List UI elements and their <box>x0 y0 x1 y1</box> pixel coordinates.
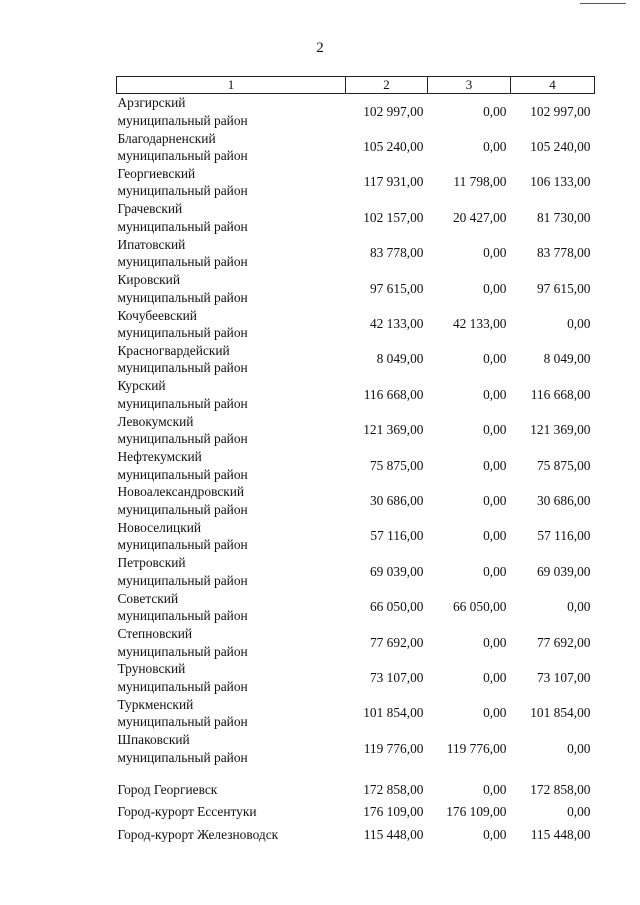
value-col2: 115 448,00 <box>363 826 424 842</box>
value-col2: 75 875,00 <box>369 457 424 473</box>
value-col2: 116 668,00 <box>363 386 424 402</box>
value-col4: 81 730,00 <box>536 209 591 225</box>
value-col2: 83 778,00 <box>369 245 424 261</box>
district-name-cell <box>117 200 346 235</box>
district-name-cell <box>117 519 346 554</box>
value-col2: 57 116,00 <box>370 528 424 544</box>
district-name-cell <box>117 342 346 377</box>
table-row <box>117 823 595 846</box>
value-col4: 116 668,00 <box>530 386 591 402</box>
district-name: Степновский <box>117 626 193 642</box>
spacer-row <box>117 766 595 778</box>
value-col4: 75 875,00 <box>536 457 591 473</box>
distribution-table <box>116 76 595 846</box>
value-col3: 0,00 <box>483 457 507 473</box>
district-type: муниципальный район <box>117 218 248 234</box>
value-col2: 97 615,00 <box>369 280 424 296</box>
district-name-cell <box>117 731 346 766</box>
district-name-cell <box>117 589 346 624</box>
value-col3: 0,00 <box>483 492 507 508</box>
table-row <box>117 271 595 306</box>
value-col2: 176 109,00 <box>363 804 424 820</box>
table-row <box>117 342 595 377</box>
value-col4: 172 858,00 <box>530 781 591 797</box>
district-type: муниципальный район <box>117 360 248 376</box>
district-name: Ипатовский <box>117 236 186 252</box>
value-col3: 0,00 <box>483 139 507 155</box>
district-name: Новоселицкий <box>117 519 202 535</box>
value-col4: 115 448,00 <box>530 826 591 842</box>
value-col3: 0,00 <box>483 781 507 797</box>
table-body <box>117 94 595 846</box>
district-name-cell <box>117 625 346 660</box>
city-name: Город-курорт Железноводск <box>117 826 279 842</box>
value-col3: 0,00 <box>483 669 507 685</box>
table-row <box>117 731 595 766</box>
value-col3: 0,00 <box>483 245 507 261</box>
value-col2: 69 039,00 <box>369 563 424 579</box>
value-col3: 11 798,00 <box>453 174 507 190</box>
table-row <box>117 696 595 731</box>
spacer-cell <box>117 766 595 778</box>
value-col2: 102 997,00 <box>363 103 424 119</box>
value-col2: 66 050,00 <box>369 599 424 615</box>
district-name-cell <box>117 94 346 130</box>
district-name: Труновский <box>117 661 186 677</box>
value-col4: 77 692,00 <box>536 634 591 650</box>
district-name: Красногвардейский <box>117 342 230 358</box>
value-col2: 8 049,00 <box>376 351 424 367</box>
table-row <box>117 554 595 589</box>
table-row <box>117 200 595 235</box>
district-name-cell <box>117 271 346 306</box>
district-name: Благодарненский <box>117 130 216 146</box>
header-row <box>117 77 595 94</box>
district-name-cell <box>117 306 346 341</box>
district-type: муниципальный район <box>117 678 248 694</box>
district-name-cell <box>117 554 346 589</box>
value-col3: 0,00 <box>483 280 507 296</box>
value-col4: 69 039,00 <box>536 563 591 579</box>
district-type: муниципальный район <box>117 643 248 659</box>
column-header-2: 2 <box>346 77 428 94</box>
value-col2: 119 776,00 <box>363 740 424 756</box>
table-row <box>117 589 595 624</box>
value-col4: 73 107,00 <box>536 669 591 685</box>
district-name: Петровский <box>117 555 186 571</box>
district-type: муниципальный район <box>117 608 248 624</box>
district-name: Грачевский <box>117 201 183 217</box>
district-type: муниципальный район <box>117 501 248 517</box>
district-name: Шпаковский <box>117 732 190 748</box>
district-name-cell <box>117 377 346 412</box>
value-col2: 117 931,00 <box>363 174 424 190</box>
table-row <box>117 801 595 824</box>
table-row <box>117 413 595 448</box>
district-type: муниципальный район <box>117 289 248 305</box>
city-name: Город Георгиевск <box>117 781 218 797</box>
value-col2: 30 686,00 <box>369 492 424 508</box>
value-col3: 176 109,00 <box>446 804 507 820</box>
district-type: муниципальный район <box>117 537 248 553</box>
value-col4: 106 133,00 <box>530 174 591 190</box>
district-type: муниципальный район <box>117 395 248 411</box>
table-row <box>117 519 595 554</box>
value-col4: 121 369,00 <box>530 422 591 438</box>
table-row <box>117 306 595 341</box>
value-col2: 105 240,00 <box>363 139 424 155</box>
table-row <box>117 625 595 660</box>
value-col4: 0,00 <box>567 599 591 615</box>
value-col3: 0,00 <box>483 563 507 579</box>
value-col4: 0,00 <box>567 740 591 756</box>
district-type: муниципальный район <box>117 183 248 199</box>
table-row <box>117 448 595 483</box>
column-header-3: 3 <box>428 77 511 94</box>
value-col4: 8 049,00 <box>543 351 591 367</box>
district-name: Нефтекумский <box>117 449 202 465</box>
value-col4: 0,00 <box>567 316 591 332</box>
table-row <box>117 778 595 801</box>
district-type: муниципальный район <box>117 431 248 447</box>
page-number: 2 <box>316 40 324 56</box>
district-name-cell <box>117 660 346 695</box>
district-name-cell <box>117 129 346 164</box>
city-name: Город-курорт Ессентуки <box>117 804 257 820</box>
table-row <box>117 236 595 271</box>
value-col2: 121 369,00 <box>363 422 424 438</box>
value-col4: 97 615,00 <box>536 280 591 296</box>
district-name-cell <box>117 696 346 731</box>
value-col3: 0,00 <box>483 422 507 438</box>
table-row <box>117 94 595 130</box>
table-row <box>117 165 595 200</box>
district-name-cell <box>117 413 346 448</box>
value-col3: 0,00 <box>483 826 507 842</box>
district-name: Кировский <box>117 272 181 288</box>
district-type: муниципальный район <box>117 749 248 765</box>
value-col2: 42 133,00 <box>369 316 424 332</box>
district-name: Арзгирский <box>117 95 186 111</box>
column-header-1: 1 <box>117 77 346 94</box>
table-row <box>117 483 595 518</box>
value-col3: 42 133,00 <box>452 316 507 332</box>
value-col3: 0,00 <box>483 386 507 402</box>
value-col3: 0,00 <box>483 634 507 650</box>
value-col4: 83 778,00 <box>536 245 591 261</box>
table-row <box>117 660 595 695</box>
district-type: муниципальный район <box>117 148 248 164</box>
district-type: муниципальный район <box>117 112 248 128</box>
value-col4: 105 240,00 <box>530 139 591 155</box>
district-name: Георгиевский <box>117 165 196 181</box>
district-type: муниципальный район <box>117 466 248 482</box>
district-name: Советский <box>117 590 179 606</box>
table-row <box>117 377 595 412</box>
district-name-cell <box>117 236 346 271</box>
value-col2: 77 692,00 <box>369 634 424 650</box>
district-name: Новоалександровский <box>117 484 245 500</box>
value-col4: 101 854,00 <box>530 705 591 721</box>
district-type: муниципальный район <box>117 572 248 588</box>
value-col4: 102 997,00 <box>530 103 591 119</box>
value-col2: 172 858,00 <box>363 781 424 797</box>
distribution-table-wrapper <box>116 76 594 846</box>
district-type: муниципальный район <box>117 714 248 730</box>
value-col4: 30 686,00 <box>536 492 591 508</box>
district-name-cell <box>117 483 346 518</box>
value-col4: 57 116,00 <box>537 528 591 544</box>
value-col3: 0,00 <box>483 351 507 367</box>
district-name-cell <box>117 448 346 483</box>
district-type: муниципальный район <box>117 254 248 270</box>
district-name: Курский <box>117 378 166 394</box>
value-col3: 20 427,00 <box>452 209 507 225</box>
value-col3: 119 776,00 <box>446 740 507 756</box>
table-header <box>117 77 595 94</box>
value-col3: 0,00 <box>483 103 507 119</box>
value-col2: 73 107,00 <box>369 669 424 685</box>
value-col4: 0,00 <box>567 804 591 820</box>
value-col3: 0,00 <box>483 705 507 721</box>
district-name: Кочубеевский <box>117 307 197 323</box>
district-type: муниципальный район <box>117 325 248 341</box>
corner-rule <box>580 3 626 4</box>
value-col2: 102 157,00 <box>363 209 424 225</box>
table-row <box>117 129 595 164</box>
district-name-cell <box>117 165 346 200</box>
column-header-4: 4 <box>511 77 595 94</box>
value-col3: 66 050,00 <box>452 599 507 615</box>
district-name: Туркменский <box>117 696 194 712</box>
value-col2: 101 854,00 <box>363 705 424 721</box>
district-name: Левокумский <box>117 413 194 429</box>
value-col3: 0,00 <box>483 528 507 544</box>
